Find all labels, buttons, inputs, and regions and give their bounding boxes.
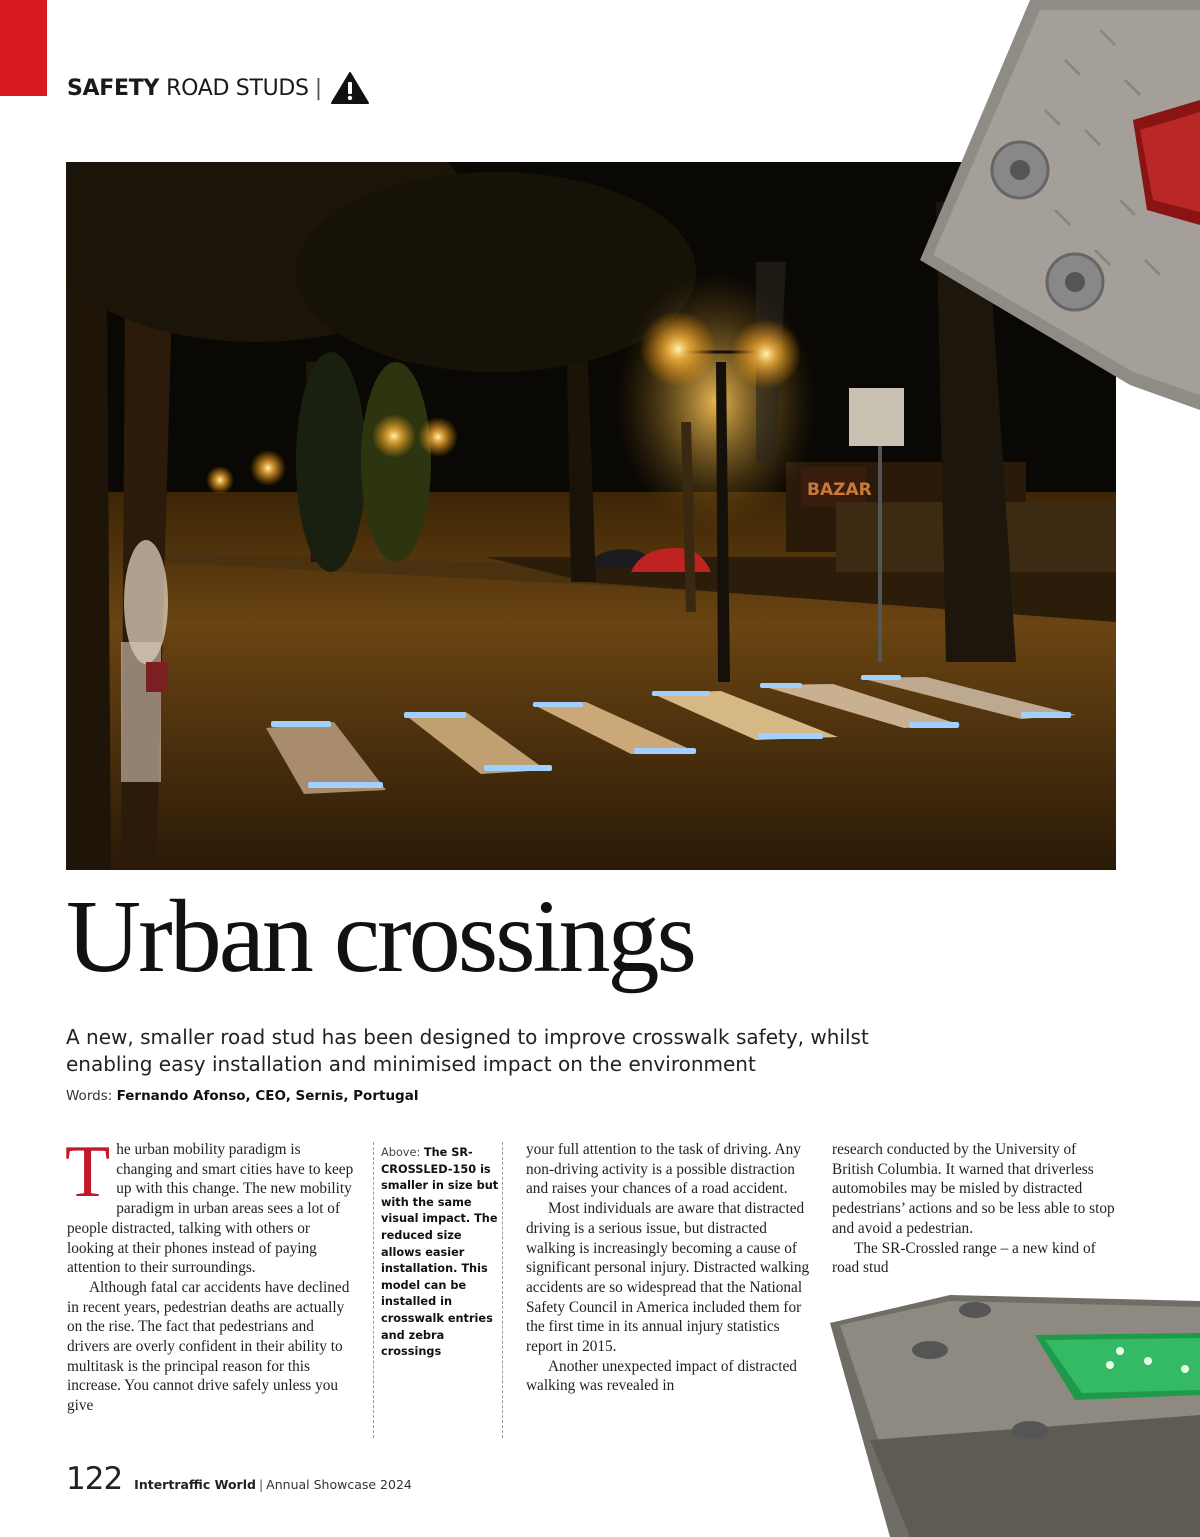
footer-separator: | (258, 1477, 264, 1492)
caption-text: The SR-CROSSLED-150 is smaller in size but with the same visual impact. The reduced size allows easier installation. This model can be installed in crosswalk entries and zebra crossings (381, 1146, 499, 1359)
photo-caption (373, 1142, 503, 1438)
issue-name: Annual Showcase 2024 (266, 1477, 412, 1492)
body-paragraph: he urban mobility paradigm is changing and smart cities have to keep up with this change. The new mobility paradigm in urban areas sees a lot of people distracted, talking with others or looking at their phones instead of paying attention to their surroundings. (67, 1141, 354, 1277)
header-separator: | (314, 75, 322, 101)
body-paragraph: your full attention to the task of driving. Any non-driving activity is a possible distraction and raises your chances of a road accident. (526, 1141, 801, 1198)
byline-label: Words: (66, 1088, 113, 1104)
body-paragraph: Most individuals are aware that distracted driving is a serious issue, but distracted walking is increasingly becoming a cause of significant personal injury. Distracted walking accidents are so widespread that the National Safety Council in America included them for the first time in its annual injury statistics report in 2015. (526, 1200, 810, 1356)
section-label: SAFETY (67, 75, 160, 101)
caption-label: Above: (381, 1146, 421, 1159)
body-column-3 (832, 1140, 1117, 1278)
article-standfirst: A new, smaller road stud has been designed to improve crosswalk safety, whilst enabling easy installation and minimised impact on the environment (66, 1025, 869, 1076)
body-paragraph: Although fatal car accidents have declined in recent years, pedestrian deaths are actually on the rise. The fact that pedestrians and drivers are overly confident in their ability to multitask is the principal reason for this increase. You cannot drive safely unless you give (67, 1278, 350, 1415)
byline (66, 1088, 418, 1104)
body-column-1 (65, 1131, 355, 1416)
body-paragraph: The SR-Crossled range – a new kind of road stud (832, 1239, 1096, 1277)
article-title: Urban crossings (66, 879, 695, 994)
section-color-tab (0, 0, 47, 96)
page-number: 122 (66, 1461, 123, 1497)
warning-triangle-icon (330, 71, 370, 105)
road-stud-photo-bottom (830, 1265, 1200, 1537)
subsection-label: ROAD STUDS (166, 75, 309, 101)
magazine-name: Intertraffic World (134, 1477, 256, 1492)
body-paragraph: research conducted by the University of British Columbia. It warned that driverless automobiles may be misled by distracted pedestrians’ actions and so be less able to stop and avoid a pedestrian. (832, 1141, 1115, 1237)
byline-author: Fernando Afonso, CEO, Sernis, Portugal (116, 1088, 419, 1104)
body-paragraph: Another unexpected impact of distracted walking was revealed in (526, 1357, 797, 1395)
section-header (67, 72, 370, 104)
page-footer (66, 1461, 412, 1497)
drop-cap: T (65, 1131, 111, 1213)
bazar-sign: BAZAR (807, 480, 872, 500)
body-column-2 (526, 1140, 811, 1396)
road-stud-photo-top (915, 0, 1200, 410)
